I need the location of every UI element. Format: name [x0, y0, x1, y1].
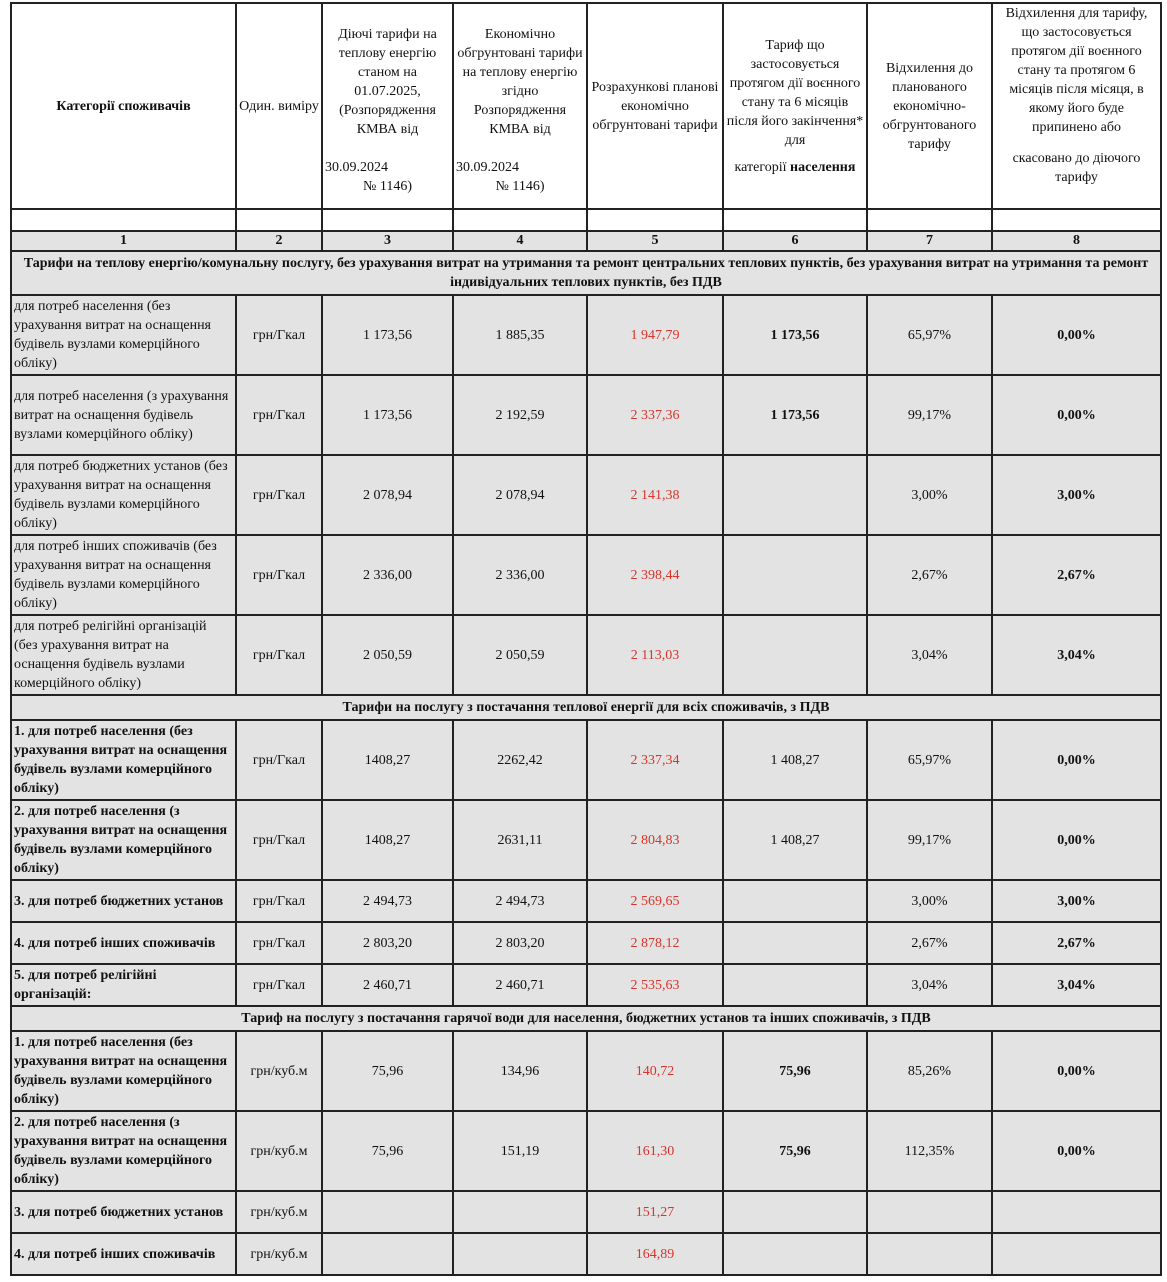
planned-tariff-cell: 140,72	[587, 1031, 723, 1111]
section-header-row	[11, 251, 1161, 295]
deviation-planned-cell: 85,26%	[867, 1031, 992, 1111]
wartime-tariff-cell	[723, 535, 867, 615]
current-tariff-cell: 1408,27	[322, 720, 453, 800]
economic-tariff-cell: 2 803,20	[453, 922, 587, 964]
unit-cell: грн/куб.м	[236, 1191, 322, 1233]
deviation-wartime-cell: 3,00%	[992, 455, 1161, 535]
deviation-wartime-cell: 0,00%	[992, 295, 1161, 375]
deviation-wartime-cell: 3,04%	[992, 615, 1161, 695]
consumer-category: 4. для потреб інших споживачів	[11, 922, 236, 964]
deviation-wartime-cell: 3,00%	[992, 880, 1161, 922]
economic-tariff-cell: 2 050,59	[453, 615, 587, 695]
header-categories: Категорії споживачів	[11, 3, 236, 209]
deviation-planned-cell: 65,97%	[867, 720, 992, 800]
col-number: 6	[723, 231, 867, 251]
wartime-tariff-cell	[723, 1191, 867, 1233]
header-planned-tariffs: Розрахункові планові економічно обгрунтовані тарифи	[587, 3, 723, 209]
header-economic-tariffs: Економічно обгрунтовані тарифи на теплову енергію згідно Розпорядження КМВА від 30.09.2024 № 1146)	[453, 3, 587, 209]
wartime-tariff-cell: 75,96	[723, 1111, 867, 1191]
economic-tariff-cell: 151,19	[453, 1111, 587, 1191]
consumer-category: 1. для потреб населення (без урахування витрат на оснащення будівель вузлами комерційного обліку)	[11, 720, 236, 800]
blank-row	[11, 209, 1161, 231]
planned-tariff-cell: 2 569,65	[587, 880, 723, 922]
consumer-category: для потреб населення (з урахування витрат на оснащення будівель вузлами комерційного обліку)	[11, 375, 236, 455]
col-number: 2	[236, 231, 322, 251]
planned-tariff-cell: 2 113,03	[587, 615, 723, 695]
table-row	[11, 455, 1161, 535]
planned-tariff-cell: 2 337,36	[587, 375, 723, 455]
unit-cell: грн/куб.м	[236, 1233, 322, 1275]
col-number: 1	[11, 231, 236, 251]
planned-tariff-cell: 2 398,44	[587, 535, 723, 615]
consumer-category: 3. для потреб бюджетних установ	[11, 1191, 236, 1233]
header-row	[11, 3, 1161, 209]
col-number: 3	[322, 231, 453, 251]
consumer-category: 5. для потреб релігійні організацій:	[11, 964, 236, 1006]
table-row	[11, 615, 1161, 695]
current-tariff-cell: 2 050,59	[322, 615, 453, 695]
wartime-tariff-cell: 1 173,56	[723, 295, 867, 375]
col-number: 4	[453, 231, 587, 251]
wartime-tariff-cell	[723, 455, 867, 535]
table-row	[11, 1111, 1161, 1191]
consumer-category: для потреб бюджетних установ (без урахування витрат на оснащення будівель вузлами комерційного обліку)	[11, 455, 236, 535]
unit-cell: грн/Гкал	[236, 295, 322, 375]
wartime-tariff-cell: 75,96	[723, 1031, 867, 1111]
unit-cell: грн/куб.м	[236, 1031, 322, 1111]
deviation-planned-cell: 3,00%	[867, 455, 992, 535]
economic-tariff-cell	[453, 1233, 587, 1275]
planned-tariff-cell: 164,89	[587, 1233, 723, 1275]
deviation-planned-cell: 3,04%	[867, 964, 992, 1006]
current-tariff-cell: 1408,27	[322, 800, 453, 880]
section-header-row	[11, 1006, 1161, 1031]
unit-cell: грн/Гкал	[236, 455, 322, 535]
deviation-wartime-cell: 0,00%	[992, 1111, 1161, 1191]
wartime-tariff-cell	[723, 615, 867, 695]
unit-cell: грн/Гкал	[236, 880, 322, 922]
consumer-category: 2. для потреб населення (з урахування витрат на оснащення будівель вузлами комерційного обліку)	[11, 1111, 236, 1191]
consumer-category: 3. для потреб бюджетних установ	[11, 880, 236, 922]
economic-tariff-cell: 2 192,59	[453, 375, 587, 455]
economic-tariff-cell: 1 885,35	[453, 295, 587, 375]
unit-cell: грн/Гкал	[236, 615, 322, 695]
planned-tariff-cell: 2 878,12	[587, 922, 723, 964]
current-tariff-cell: 75,96	[322, 1031, 453, 1111]
current-tariff-cell: 2 494,73	[322, 880, 453, 922]
economic-tariff-cell: 2 494,73	[453, 880, 587, 922]
wartime-tariff-cell	[723, 1233, 867, 1275]
economic-tariff-cell: 2 460,71	[453, 964, 587, 1006]
unit-cell: грн/Гкал	[236, 720, 322, 800]
table-row	[11, 720, 1161, 800]
unit-cell: грн/Гкал	[236, 535, 322, 615]
wartime-tariff-cell	[723, 964, 867, 1006]
header-unit: Один. виміру	[236, 3, 322, 209]
current-tariff-cell: 2 336,00	[322, 535, 453, 615]
consumer-category: 1. для потреб населення (без урахування витрат на оснащення будівель вузлами комерційного обліку)	[11, 1031, 236, 1111]
planned-tariff-cell: 2 141,38	[587, 455, 723, 535]
deviation-wartime-cell: 3,04%	[992, 964, 1161, 1006]
current-tariff-cell: 1 173,56	[322, 295, 453, 375]
consumer-category: для потреб населення (без урахування витрат на оснащення будівель вузлами комерційного обліку)	[11, 295, 236, 375]
current-tariff-cell	[322, 1233, 453, 1275]
wartime-tariff-cell	[723, 922, 867, 964]
col-number: 8	[992, 231, 1161, 251]
planned-tariff-cell: 151,27	[587, 1191, 723, 1233]
header-current-tariffs: Діючі тарифи на теплову енергію станом на 01.07.2025, (Розпорядження КМВА від 30.09.2024 № 1146)	[322, 3, 453, 209]
deviation-wartime-cell: 2,67%	[992, 922, 1161, 964]
header-deviation-wartime: Відхилення для тарифу, що застосовується протягом дії воєнного стану та протягом 6 місяців після місяця, в якому його буде припинено або скасовано до діючого тарифу	[992, 3, 1161, 209]
unit-cell: грн/Гкал	[236, 375, 322, 455]
deviation-planned-cell: 2,67%	[867, 535, 992, 615]
current-tariff-cell: 75,96	[322, 1111, 453, 1191]
table-row	[11, 375, 1161, 455]
unit-cell: грн/Гкал	[236, 922, 322, 964]
deviation-planned-cell: 99,17%	[867, 800, 992, 880]
deviation-wartime-cell	[992, 1191, 1161, 1233]
planned-tariff-cell: 2 337,34	[587, 720, 723, 800]
consumer-category: для потреб релігійні організацій (без урахування витрат на оснащення будівель вузлами комерційного обліку)	[11, 615, 236, 695]
current-tariff-cell: 2 460,71	[322, 964, 453, 1006]
deviation-wartime-cell	[992, 1233, 1161, 1275]
deviation-planned-cell	[867, 1191, 992, 1233]
table-row	[11, 1191, 1161, 1233]
consumer-category: 2. для потреб населення (з урахування витрат на оснащення будівель вузлами комерційного обліку)	[11, 800, 236, 880]
deviation-planned-cell: 2,67%	[867, 922, 992, 964]
consumer-category: для потреб інших споживачів (без урахування витрат на оснащення будівель вузлами комерційного обліку)	[11, 535, 236, 615]
table-row	[11, 295, 1161, 375]
column-number-row	[11, 231, 1161, 251]
section-header-row	[11, 695, 1161, 720]
economic-tariff-cell	[453, 1191, 587, 1233]
deviation-wartime-cell: 0,00%	[992, 1031, 1161, 1111]
unit-cell: грн/Гкал	[236, 800, 322, 880]
current-tariff-cell	[322, 1191, 453, 1233]
consumer-category: 4. для потреб інших споживачів	[11, 1233, 236, 1275]
economic-tariff-cell: 2262,42	[453, 720, 587, 800]
col-number: 7	[867, 231, 992, 251]
deviation-planned-cell: 3,00%	[867, 880, 992, 922]
table-row	[11, 535, 1161, 615]
table-row	[11, 922, 1161, 964]
section-title: Тариф на послугу з постачання гарячої води для населення, бюджетних установ та інших споживачів, з ПДВ	[11, 1006, 1161, 1031]
planned-tariff-cell: 161,30	[587, 1111, 723, 1191]
tariff-table	[10, 2, 1162, 1276]
header-wartime-tariff: Тариф що застосовується протягом дії воєнного стану та 6 місяців після його закінчення* для категорії населення	[723, 3, 867, 209]
deviation-planned-cell: 3,04%	[867, 615, 992, 695]
unit-cell: грн/Гкал	[236, 964, 322, 1006]
table-row	[11, 1233, 1161, 1275]
deviation-wartime-cell: 2,67%	[992, 535, 1161, 615]
deviation-planned-cell	[867, 1233, 992, 1275]
table-row	[11, 1031, 1161, 1111]
section-title: Тарифи на теплову енергію/комунальну послугу, без урахування витрат на утримання та ремонт центральних теплових пунктів, без урахування витрат на утримання та ремонт індивідуальних теплових пунктів, без ПДВ	[11, 251, 1161, 295]
deviation-planned-cell: 65,97%	[867, 295, 992, 375]
col-number: 5	[587, 231, 723, 251]
deviation-wartime-cell: 0,00%	[992, 800, 1161, 880]
current-tariff-cell: 2 803,20	[322, 922, 453, 964]
deviation-wartime-cell: 0,00%	[992, 720, 1161, 800]
deviation-planned-cell: 112,35%	[867, 1111, 992, 1191]
planned-tariff-cell: 1 947,79	[587, 295, 723, 375]
economic-tariff-cell: 2 336,00	[453, 535, 587, 615]
deviation-planned-cell: 99,17%	[867, 375, 992, 455]
planned-tariff-cell: 2 535,63	[587, 964, 723, 1006]
wartime-tariff-cell: 1 408,27	[723, 720, 867, 800]
current-tariff-cell: 2 078,94	[322, 455, 453, 535]
wartime-tariff-cell: 1 173,56	[723, 375, 867, 455]
wartime-tariff-cell: 1 408,27	[723, 800, 867, 880]
wartime-tariff-cell	[723, 880, 867, 922]
table-row	[11, 964, 1161, 1006]
current-tariff-cell: 1 173,56	[322, 375, 453, 455]
unit-cell: грн/куб.м	[236, 1111, 322, 1191]
economic-tariff-cell: 2631,11	[453, 800, 587, 880]
planned-tariff-cell: 2 804,83	[587, 800, 723, 880]
economic-tariff-cell: 134,96	[453, 1031, 587, 1111]
section-title: Тарифи на послугу з постачання теплової енергії для всіх споживачів, з ПДВ	[11, 695, 1161, 720]
table-row	[11, 800, 1161, 880]
header-deviation-planned: Відхилення до планованого економічно-обгрунтованого тарифу	[867, 3, 992, 209]
table-row	[11, 880, 1161, 922]
economic-tariff-cell: 2 078,94	[453, 455, 587, 535]
deviation-wartime-cell: 0,00%	[992, 375, 1161, 455]
